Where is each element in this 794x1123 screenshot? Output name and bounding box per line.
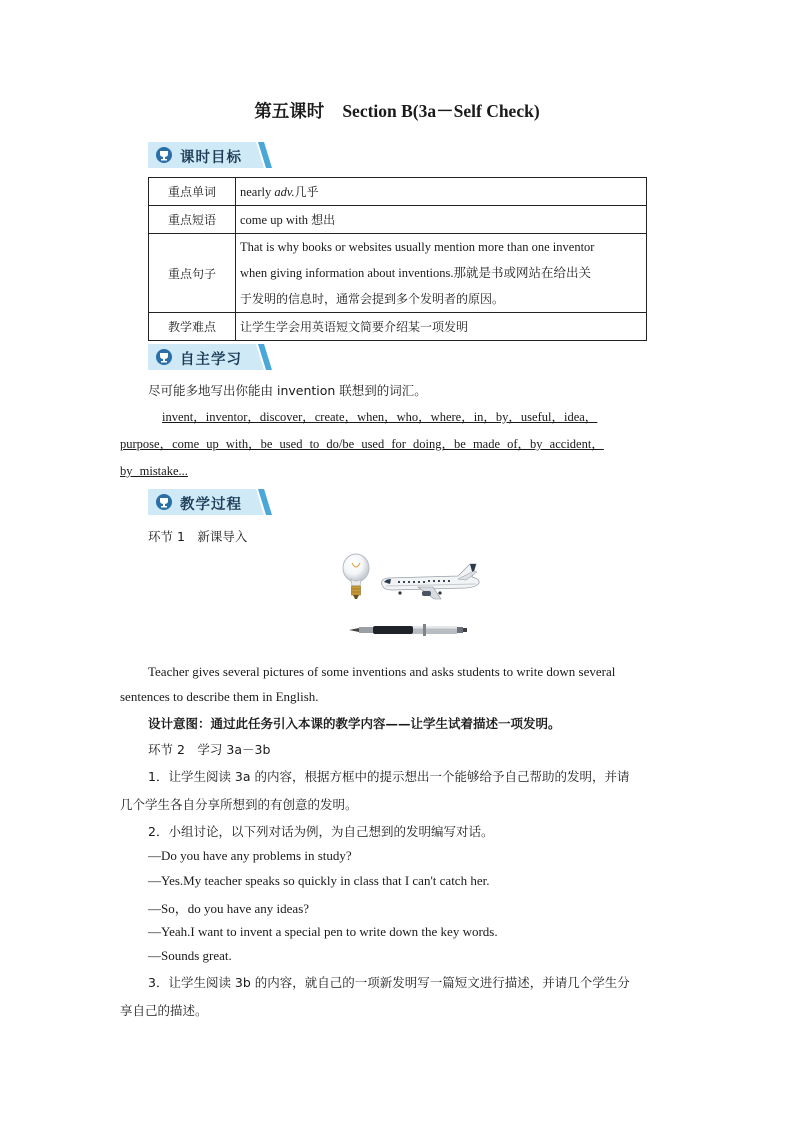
item2-line: 2．小组讨论，以下列对话为例，为自己想到的发明编写对话。 [148, 824, 494, 839]
trophy-icon [155, 494, 173, 510]
row-label: 重点句子 [149, 234, 236, 313]
value-en: nearly [240, 184, 275, 199]
airplane-image [378, 561, 484, 603]
page-title [0, 98, 794, 123]
trophy-icon [155, 349, 173, 365]
step1-text: sentences to describe them in English. [120, 689, 319, 704]
value-italic: adv. [274, 184, 295, 199]
value-zh: 想出 [311, 212, 336, 227]
answer-line: purpose，come up with，be used to do/be used for doing，be made of，by accident， [120, 437, 604, 451]
item1-line: 几个学生各自分享所想到的有创意的发明。 [120, 797, 358, 812]
value-zh: 几乎 [294, 184, 319, 199]
row-label: 教学难点 [149, 313, 236, 341]
banner-process [148, 489, 272, 515]
sentence-line: when giving information about inventions.那就是书或网站在给出关 [240, 266, 592, 280]
table-row [149, 234, 647, 313]
pen-image [349, 623, 467, 637]
item3-line: 享自己的描述。 [120, 1003, 208, 1018]
table-row [149, 313, 647, 341]
section-label: Section B(3a－Self Check) [342, 101, 540, 121]
table-row [149, 178, 647, 206]
trophy-icon [155, 147, 173, 163]
answer-line: invent，inventor，discover，create，when，who，where，in，by，useful，idea， [162, 410, 598, 424]
table-row [149, 206, 647, 234]
sentence-line: 于发明的信息时，通常会提到多个发明者的原因。 [240, 292, 505, 306]
goals-table [148, 177, 647, 341]
value-en: come up with [240, 212, 312, 227]
dialog-line: —Yeah.I want to invent a special pen to write down the key words. [148, 924, 498, 939]
answer-line [120, 458, 204, 485]
design-intent: 设计意图：通过此任务引入本课的教学内容——让学生试着描述一项发明。 [148, 716, 561, 731]
item3-line: 3．让学生阅读 3b 的内容，就自己的一项新发明写一篇短文进行描述，并请几个学生分 [148, 975, 630, 990]
dialog-line: —Yes.My teacher speaks so quickly in class that I can't catch her. [148, 873, 490, 888]
banner-self-study [148, 344, 272, 370]
dialog-line: —So，do you have any ideas? [148, 901, 310, 916]
light-bulb-image [340, 553, 372, 601]
answer-text: by mistake... [120, 464, 188, 478]
step1-text: Teacher gives several pictures of some inventions and asks students to write down several [148, 664, 616, 679]
value-zh: 让学生学会用英语短文简要介绍某一项发明 [240, 319, 469, 334]
row-value [236, 234, 647, 313]
row-value [236, 206, 647, 234]
self-study-prompt: 尽可能多地写出你能由 invention 联想到的词汇。 [148, 383, 427, 398]
banner-self-study-label: 自主学习 [180, 352, 242, 368]
banner-goals-label: 课时目标 [180, 150, 242, 166]
row-value [236, 313, 647, 341]
lesson-label: 第五课时 [254, 101, 325, 121]
dialog-line: —Do you have any problems in study? [148, 848, 352, 863]
step2-label: 环节 2 学习 3a－3b [148, 742, 271, 757]
banner-process-label: 教学过程 [180, 497, 242, 513]
item1-line: 1．让学生阅读 3a 的内容，根据方框中的提示想出一个能够给予自己帮助的发明，并请 [148, 769, 630, 784]
banner-goals [148, 142, 272, 168]
row-label: 重点短语 [149, 206, 236, 234]
row-label: 重点单词 [149, 178, 236, 206]
row-value [236, 178, 647, 206]
sentence-line: That is why books or websites usually mention more than one inventor [240, 240, 595, 254]
step1-label: 环节 1 新课导入 [148, 529, 248, 544]
dialog-line: —Sounds great. [148, 948, 232, 963]
